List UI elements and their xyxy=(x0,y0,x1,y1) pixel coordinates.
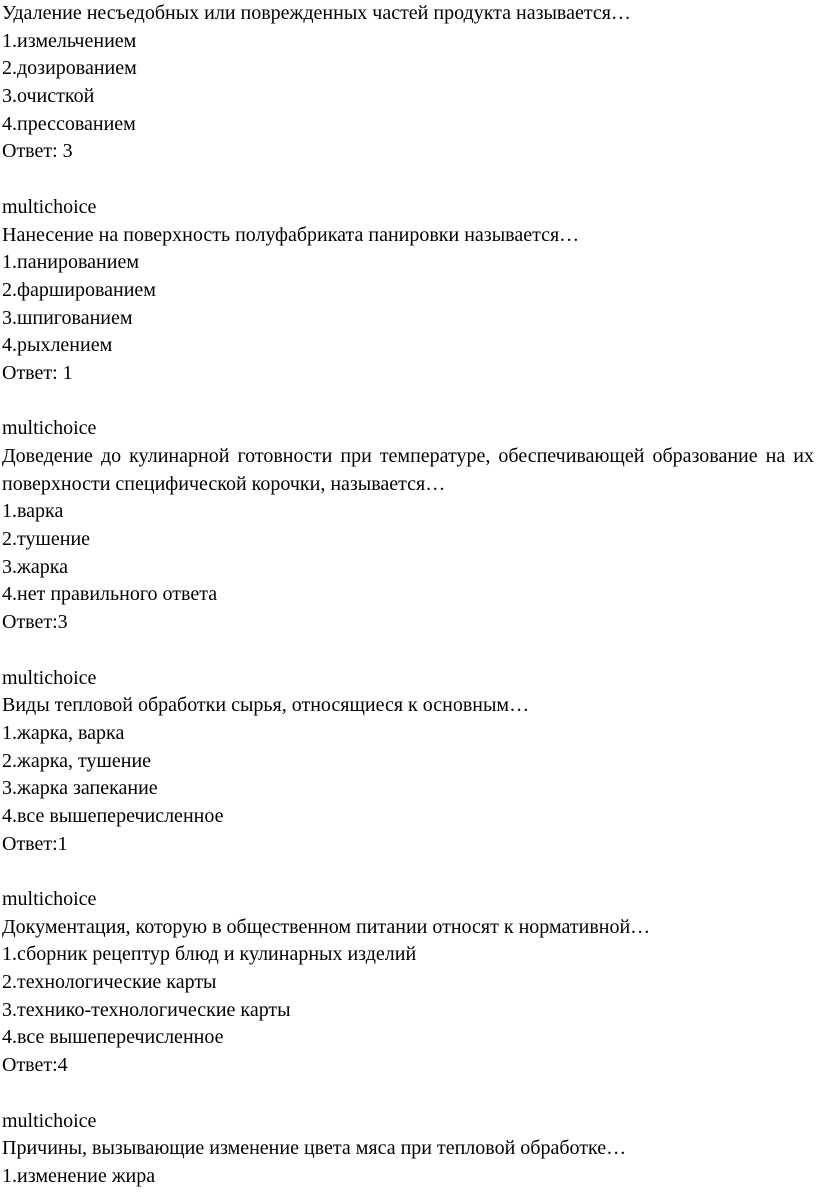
question-block-6 xyxy=(2,1108,814,1191)
option: 4.все вышеперечисленное xyxy=(2,804,224,827)
option: 1.панированием xyxy=(2,251,139,274)
option: 2.фаршированием xyxy=(2,278,156,301)
question-text: Документация, которую в общественном питании относят к нормативной… xyxy=(2,915,651,938)
blank-line xyxy=(2,166,814,194)
answer: Ответ:1 xyxy=(2,832,68,855)
question-type-label: multichoice xyxy=(2,666,97,689)
option: 2.жарка, тушение xyxy=(2,749,152,772)
option: 1.сборник рецептур блюд и кулинарных изделий xyxy=(2,943,417,966)
question-block-3 xyxy=(2,415,814,637)
document-page xyxy=(2,0,814,1191)
option: 1.жарка, варка xyxy=(2,721,125,744)
option: 4.все вышеперечисленное xyxy=(2,1026,224,1049)
answer: Ответ:3 xyxy=(2,611,68,634)
option: 2.дозированием xyxy=(2,57,137,80)
question-type-label: multichoice xyxy=(2,1109,97,1132)
option: 2.технологические карты xyxy=(2,971,217,994)
option: 4.нет правильного ответа xyxy=(2,583,218,606)
question-text: Причины, вызывающие изменение цвета мяса при тепловой обработке… xyxy=(2,1137,627,1160)
question-block-5 xyxy=(2,886,814,1080)
option: 3.жарка xyxy=(2,555,68,578)
question-type-label: multichoice xyxy=(2,417,97,440)
answer: Ответ:4 xyxy=(2,1054,68,1077)
option: 3.шпигованием xyxy=(2,306,133,329)
blank-line xyxy=(2,388,814,416)
question-block-4 xyxy=(2,665,814,859)
answer: Ответ: 3 xyxy=(2,140,73,163)
question-text: Удаление несъедобных или поврежденных частей продукта называется… xyxy=(2,2,631,24)
option: 1.измельчением xyxy=(2,29,137,52)
option: 1.варка xyxy=(2,500,64,523)
question-text: Нанесение на поверхность полуфабриката панировки называется… xyxy=(2,223,580,246)
option: 3.технико-технологические карты xyxy=(2,998,291,1021)
blank-line xyxy=(2,1080,814,1108)
option: 3.очисткой xyxy=(2,85,95,108)
option: 4.прессованием xyxy=(2,112,136,135)
question-text: Доведение до кулинарной готовности при температуре, обеспечивающей образование на их поверхности специфической корочки, называется… xyxy=(2,445,814,495)
blank-line xyxy=(2,858,814,886)
question-text: Виды тепловой обработки сырья, относящиеся к основным… xyxy=(2,694,530,717)
question-type-label: multichoice xyxy=(2,888,97,911)
option: 1.изменение жира xyxy=(2,1164,156,1187)
question-block-2 xyxy=(2,194,814,388)
question-type-label: multichoice xyxy=(2,195,97,218)
option: 2.тушение xyxy=(2,528,91,551)
question-block-1 xyxy=(2,0,814,166)
option: 3.жарка запекание xyxy=(2,777,158,800)
answer: Ответ: 1 xyxy=(2,361,73,384)
blank-line xyxy=(2,637,814,665)
option: 4.рыхлением xyxy=(2,334,113,357)
